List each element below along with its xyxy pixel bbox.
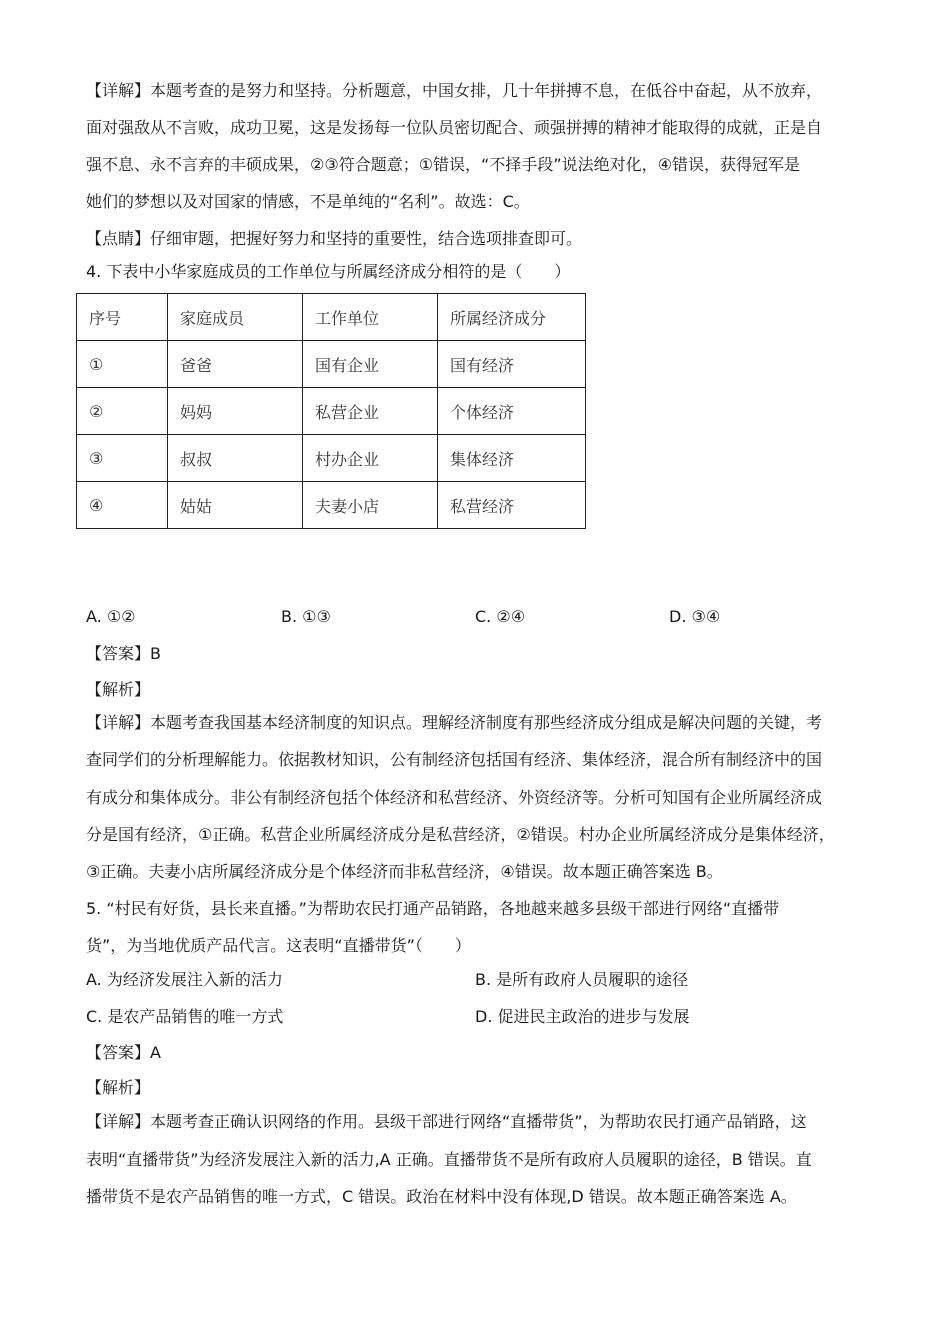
table-cell: 私营经济 <box>438 482 586 529</box>
q3-detail-line: 强不息、永不言弃的丰硕成果，②③符合题意；①错误，“不择手段”说法绝对化，④错误，获得冠军是 <box>86 155 800 174</box>
q5-option-a: A. 为经济发展注入新的活力 <box>86 970 283 989</box>
q5-analysis-heading: 【解析】 <box>86 1078 151 1097</box>
q4-detail-line: 【详解】本题考查我国基本经济制度的知识点。理解经济制度有那些经济成分组成是解决问题的关键，考 <box>86 713 823 732</box>
table-cell: 国有经济 <box>438 341 586 388</box>
q4-option-c: C. ②④ <box>475 607 526 626</box>
q4-option-d: D. ③④ <box>669 607 721 626</box>
q5-option-d: D. 促进民主政治的进步与发展 <box>475 1007 690 1026</box>
table-cell: ① <box>77 341 168 388</box>
q5-option-b: B. 是所有政府人员履职的途径 <box>475 970 689 989</box>
table-row <box>77 388 586 435</box>
table-header-cell: 所属经济成分 <box>438 294 586 341</box>
q4-answer: 【答案】B <box>86 644 161 663</box>
table-header-cell: 工作单位 <box>303 294 438 341</box>
q5-detail-line: 表明“直播带货”为经济发展注入新的活力,A 正确。直播带货不是所有政府人员履职的途径，B 错误。直 <box>86 1150 812 1169</box>
table-cell: 集体经济 <box>438 435 586 482</box>
table-row <box>77 435 586 482</box>
table-row <box>77 341 586 388</box>
q4-analysis-heading: 【解析】 <box>86 680 151 699</box>
table-row <box>77 482 586 529</box>
table-cell: ④ <box>77 482 168 529</box>
table-cell: 个体经济 <box>438 388 586 435</box>
q5-detail-line: 播带货不是农产品销售的唯一方式，C 错误。政治在材料中没有体现,D 错误。故本题正确答案选 A。 <box>86 1187 797 1206</box>
q5-stem-line: 货”，为当地优质产品代言。这表明“直播带货”（ ） <box>86 936 471 955</box>
q4-detail-line: 有成分和集体成分。非公有制经济包括个体经济和私营经济、外资经济等。分析可知国有企业所属经济成 <box>86 788 823 807</box>
table-header-cell: 序号 <box>77 294 168 341</box>
q4-detail-line: ③正确。夫妻小店所属经济成分是个体经济而非私营经济，④错误。故本题正确答案选 B。 <box>86 862 723 881</box>
table-cell: ③ <box>77 435 168 482</box>
table-cell: 村办企业 <box>303 435 438 482</box>
q3-tip: 【点睛】仔细审题，把握好努力和坚持的重要性，结合选项排查即可。 <box>86 229 583 248</box>
q3-detail-line: 她们的梦想以及对国家的情感，不是单纯的“名利”。故选：C。 <box>86 192 530 211</box>
table-cell: 姑姑 <box>168 482 303 529</box>
table-cell: ② <box>77 388 168 435</box>
table-cell: 私营企业 <box>303 388 438 435</box>
q5-answer: 【答案】A <box>86 1043 161 1062</box>
table-cell: 夫妻小店 <box>303 482 438 529</box>
table-cell: 爸爸 <box>168 341 303 388</box>
q3-detail-line: 【详解】本题考查的是努力和坚持。分析题意，中国女排，几十年拼搏不息，在低谷中奋起，从不放弃， <box>86 81 823 100</box>
table-cell: 叔叔 <box>168 435 303 482</box>
q5-detail-line: 【详解】本题考查正确认识网络的作用。县级干部进行网络“直播带货”，为帮助农民打通产品销路，这 <box>86 1112 807 1131</box>
table-header-cell: 家庭成员 <box>168 294 303 341</box>
q4-detail-line: 分是国有经济，①正确。私营企业所属经济成分是私营经济，②错误。村办企业所属经济成分是集体经济， <box>86 825 835 844</box>
q4-option-a: A. ①② <box>86 607 136 626</box>
table-cell: 妈妈 <box>168 388 303 435</box>
q4-detail-line: 查同学们的分析理解能力。依据教材知识，公有制经济包括国有经济、集体经济，混合所有制经济中的国 <box>86 750 823 769</box>
table-header-row <box>77 294 586 341</box>
table-cell: 国有企业 <box>303 341 438 388</box>
q5-stem-line: 5. “村民有好货，县长来直播。”为帮助农民打通产品销路，各地越来越多县级干部进行网络“直播带 <box>86 899 780 918</box>
q4-stem: 4. 下表中小华家庭成员的工作单位与所属经济成分相符的是（ ） <box>86 262 571 281</box>
q4-option-b: B. ①③ <box>281 607 331 626</box>
q5-option-c: C. 是农产品销售的唯一方式 <box>86 1007 284 1026</box>
family-economy-table <box>76 293 586 529</box>
q3-detail-line: 面对强敌从不言败，成功卫冕，这是发扬每一位队员密切配合、顽强拼搏的精神才能取得的成就，正是自 <box>86 118 823 137</box>
